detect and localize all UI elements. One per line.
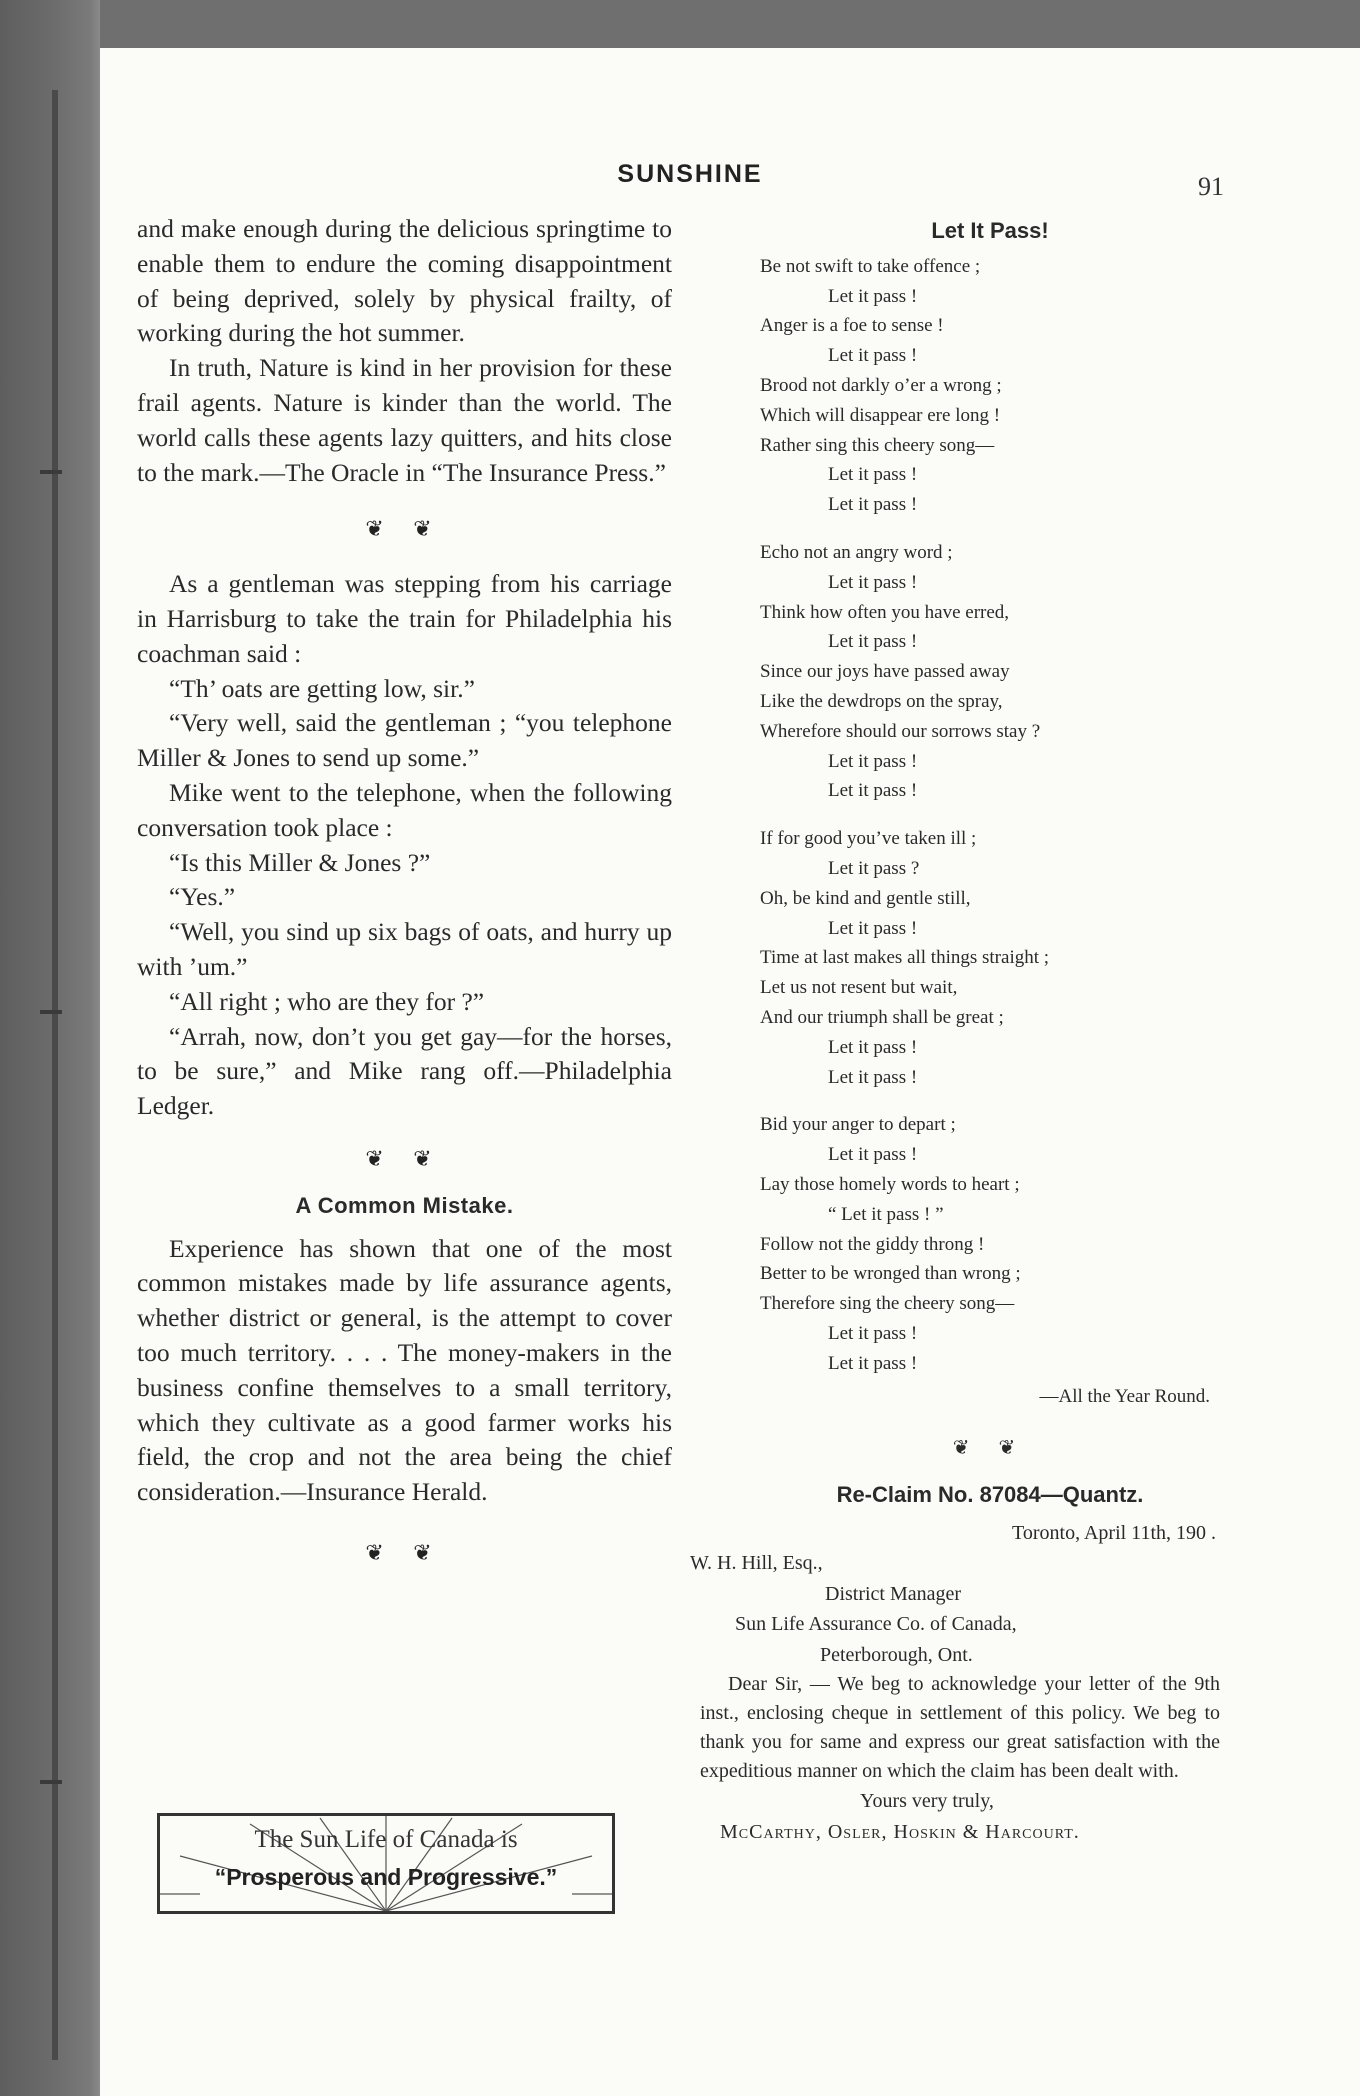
advertisement-box [157,1813,615,1914]
poem-attribution: —All the Year Round. [1039,1386,1210,1408]
paragraph: In truth, Nature is kind in her provision for these frail agents. Nature is kinder than the world. The world calls these agents lazy quitters, and hits close to the mark.—The Oracle in “The Insurance Press.” [137,353,672,487]
poem-line: Be not swift to take offence ; [760,255,981,277]
paragraph: and make enough during the delicious springtime to enable them to endure the coming disappointment of being deprived, solely by physical frailty, of working during the hot summer. [137,214,672,348]
poem-refrain-line: Let it pass ! [828,345,918,367]
paragraph: “Th’ oats are getting low, sir.” [169,673,475,703]
poem-line: Since our joys have passed away [760,661,1010,683]
section-ornament: ❦ ❦ [365,1539,444,1565]
letter-address-line: W. H. Hill, Esq., [690,1552,823,1575]
poem-refrain-line: Let it pass ! [828,1036,918,1058]
paragraph: “Arrah, now, don’t you get gay—for the horses, to be sure,” and Mike rang off.—Philadelphia Ledger. [137,1021,672,1121]
poem-refrain-line: Let it pass ! [828,494,918,516]
poem-line: Like the dewdrops on the spray, [760,690,1003,712]
paragraph: “All right ; who are they for ?” [169,986,485,1016]
poem-line: Bid your anger to depart ; [760,1114,956,1136]
letter-address-line: District Manager [825,1582,962,1605]
paragraph: Mike went to the telephone, when the following conversation took place : [137,777,672,842]
ad-text: The Sun Life of Canada is [254,1826,518,1853]
ad-slogan: “Prosperous and Progressive.” [214,1864,558,1890]
letter-closing: Yours very truly, [860,1790,994,1813]
page-number: 91 [1198,172,1224,201]
poem-line: Think how often you have erred, [760,601,1010,623]
poem-refrain-line: Let it pass ! [828,1144,918,1166]
letter-signature: McCarthy, Osler, Hoskin & Harcourt. [720,1820,1080,1843]
right-column [690,212,1220,1847]
poem-line: Lay those homely words to heart ; [760,1173,1020,1195]
binding-mark [40,1010,62,1014]
poem-refrain-line: Let it pass ! [828,1352,918,1374]
paragraph: “Is this Miller & Jones ?” [169,847,431,877]
poem-stanza [760,824,1220,1092]
paragraph: “Yes.” [169,882,236,912]
poem-stanza [760,252,1220,520]
poem-refrain-line: Let it pass ! [828,750,918,772]
poem-line: Rather sing this cheery song— [760,434,995,456]
poem-refrain-line: Let it pass ! [828,464,918,486]
poem-refrain-line: Let it pass ! [828,1066,918,1088]
poem-line: Anger is a foe to sense ! [760,315,944,337]
section-ornament: ❦ ❦ [952,1437,1028,1460]
section-ornament: ❦ ❦ [365,516,444,542]
poem-refrain-line: Let it pass ! [828,631,918,653]
poem-line: Therefore sing the cheery song— [760,1293,1015,1315]
poem-line: Which will disappear ere long ! [760,404,1001,426]
poem-refrain-line: Let it pass ! [828,917,918,939]
section-heading: A Common Mistake. [295,1192,514,1218]
poem-stanza [760,1110,1220,1378]
poem-line: Oh, be kind and gentle still, [760,887,971,909]
poem-line: If for good you’ve taken ill ; [760,828,977,850]
letter-dateline: Toronto, April 11th, 190 . [1012,1521,1216,1544]
letter-address-line: Peterborough, Ont. [820,1643,973,1666]
poem-refrain-line: Let it pass ! [828,1322,918,1344]
page-title: SUNSHINE [617,160,763,188]
poem-refrain-line: “ Let it pass ! ” [828,1203,944,1225]
poem-title: Let It Pass! [931,218,1049,243]
poem-refrain-line: Let it pass ! [828,780,918,802]
poem-line: Wherefore should our sorrows stay ? [760,720,1041,742]
letter [690,1518,1220,1848]
poem-line: Better to be wronged than wrong ; [760,1263,1021,1285]
paragraph: Experience has shown that one of the most common mistakes made by life assurance agents, whether district or general, is the attempt to cover too much territory. . . . The money-makers in the business confine themselves to a small territory, which they cultivate as a good farmer works his field, the crop and not the area being the chief consideration.—Insurance Herald. [137,1233,672,1507]
poem-line: Echo not an angry word ; [760,541,953,563]
poem-line: Let us not resent but wait, [760,977,958,999]
paragraph: “Well, you sind up six bags of oats, and hurry up with ’um.” [137,917,672,981]
letter-body: Dear Sir, — We beg to acknowledge your letter of the 9th inst., enclosing cheque in settlement of this policy. We beg to thank you for same and express our great satisfaction with the expeditious manner on which the claim has been dealt with. [700,1673,1220,1783]
left-column [137,212,672,1571]
section-ornament: ❦ ❦ [365,1145,444,1171]
poem-body [760,252,1220,1379]
poem-refrain-line: Let it pass ? [828,857,920,879]
poem-refrain-line: Let it pass ! [828,285,918,307]
claim-heading: Re-Claim No. 87084—Quantz. [836,1482,1144,1508]
poem-line: Follow not the giddy throng ! [760,1233,985,1255]
binding-mark [40,1780,62,1784]
poem-line: And our triumph shall be great ; [760,1006,1004,1028]
poem-line: Brood not darkly o’er a wrong ; [760,374,1002,396]
poem-stanza [760,538,1220,806]
paragraph: “Very well, said the gentleman ; “you telephone Miller & Jones to send up some.” [137,708,672,773]
letter-address-line: Sun Life Assurance Co. of Canada, [735,1613,1017,1636]
binding-edge [52,90,58,2060]
poem-line: Time at last makes all things straight ; [760,947,1050,969]
binding-mark [40,470,62,474]
poem-refrain-line: Let it pass ! [828,571,918,593]
paragraph: As a gentleman was stepping from his carriage in Harrisburg to take the train for Philadelphia his coachman said : [137,569,672,668]
